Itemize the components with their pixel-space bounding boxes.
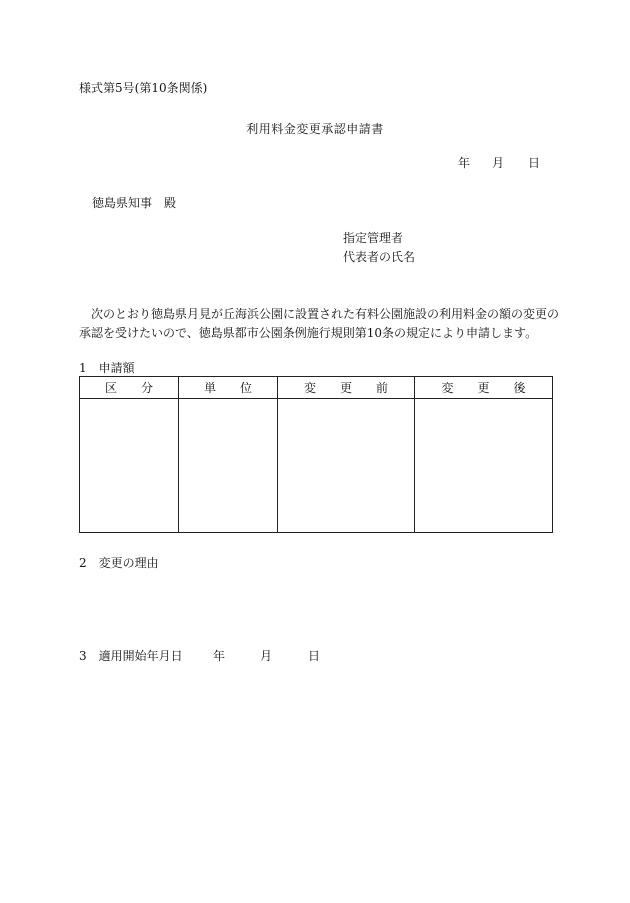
applicant-representative-name: 代表者の氏名: [343, 250, 416, 264]
column-header-after-change: 変 更 後: [415, 377, 553, 399]
cell-category[interactable]: [80, 399, 179, 533]
section-3-label: 3 適用開始年月日: [79, 649, 183, 663]
section-3-line: [79, 649, 320, 663]
date-month: 月: [492, 156, 505, 170]
column-header-category: 区 分: [80, 377, 179, 399]
section-2-label: 2 変更の理由: [79, 556, 159, 570]
body-line-2: 承認を受けたいので、徳島県都市公園条例施行規則第10条の規定により申請します。: [79, 326, 538, 340]
table-row: [80, 399, 553, 533]
cell-unit[interactable]: [179, 399, 278, 533]
applicant-block: [343, 231, 415, 269]
cell-after-change[interactable]: [415, 399, 553, 533]
applicant-designated-manager: 指定管理者: [343, 231, 404, 245]
application-amount-table: [79, 376, 553, 533]
date-line: [458, 156, 540, 170]
start-date-month: 月: [260, 649, 273, 663]
cell-before-change[interactable]: [278, 399, 415, 533]
date-year: 年: [458, 156, 471, 170]
column-header-unit: 単 位: [179, 377, 278, 399]
body-line-1: 次のとおり徳島県月見が丘海浜公園に設置された有料公園施設の利用料金の額の変更の: [91, 307, 560, 321]
section-1-label: 1 申請額: [79, 361, 135, 375]
start-date-year: 年: [213, 649, 226, 663]
date-day: 日: [528, 156, 541, 170]
column-header-before-change: 変 更 前: [278, 377, 415, 399]
addressee: 徳島県知事 殿: [92, 196, 177, 210]
page-title: 利用料金変更承認申請書: [246, 122, 384, 136]
table-header-row: [80, 377, 553, 399]
body-paragraph: [79, 305, 559, 343]
form-number: 様式第5号(第10条関係): [79, 81, 208, 95]
start-date-day: 日: [308, 649, 321, 663]
